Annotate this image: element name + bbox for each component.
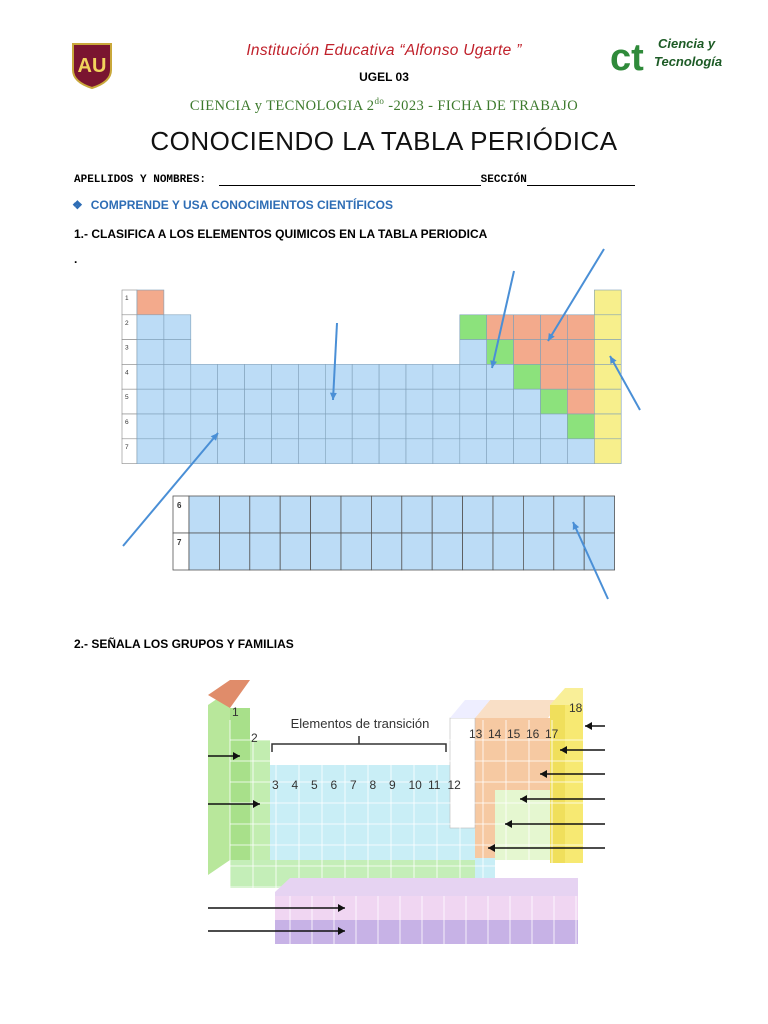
series-element-cell <box>311 496 341 533</box>
element-cell <box>514 364 541 389</box>
group-number-1: 1 <box>232 705 239 719</box>
series-element-cell <box>402 496 432 533</box>
group-number-main: 17 <box>545 727 559 741</box>
element-cell <box>137 414 164 439</box>
ugel-label: UGEL 03 <box>359 70 409 84</box>
element-cell <box>567 340 594 365</box>
element-cell <box>487 389 514 414</box>
group-number-transition: 3 <box>272 778 279 792</box>
period-number-cell <box>122 389 137 414</box>
series-element-cell <box>402 533 432 570</box>
element-cell <box>218 364 245 389</box>
element-cell <box>272 364 299 389</box>
element-cell <box>541 340 568 365</box>
element-cell <box>406 389 433 414</box>
series-element-cell <box>584 496 614 533</box>
series-element-cell <box>432 496 462 533</box>
element-cell <box>567 389 594 414</box>
element-cell <box>514 340 541 365</box>
element-cell <box>352 389 379 414</box>
element-cell <box>514 414 541 439</box>
group-number-transition: 6 <box>330 778 338 792</box>
competence-text: COMPRENDE Y USA CONOCIMIENTOS CIENTÍFICOS <box>90 198 394 212</box>
group-arrow-head <box>585 722 592 730</box>
element-cell <box>541 315 568 340</box>
group18-column <box>565 705 583 863</box>
element-cell <box>191 364 218 389</box>
element-cell <box>514 315 541 340</box>
element-cell <box>567 315 594 340</box>
element-cell <box>325 439 352 464</box>
element-cell <box>406 439 433 464</box>
element-cell <box>352 414 379 439</box>
series-element-cell <box>219 533 249 570</box>
element-cell <box>164 414 191 439</box>
series-element-cell <box>463 533 493 570</box>
element-cell <box>137 439 164 464</box>
element-cell <box>137 290 164 315</box>
series-top <box>275 878 578 896</box>
series-element-cell <box>280 496 310 533</box>
element-cell <box>218 414 245 439</box>
period-number-cell <box>122 364 137 389</box>
period-number: 5 <box>125 394 129 402</box>
period-number-cell <box>122 315 137 340</box>
series-element-cell <box>523 533 553 570</box>
series-element-cell <box>219 496 249 533</box>
group-number-transition: 8 <box>369 778 377 792</box>
element-cell <box>325 414 352 439</box>
question-2: 2.- SEÑALA LOS GRUPOS Y FAMILIAS <box>74 637 294 651</box>
element-cell <box>245 414 272 439</box>
series-element-cell <box>463 496 493 533</box>
period-number-cell <box>122 340 137 365</box>
element-cell <box>325 389 352 414</box>
subtitle-superscript: do <box>374 96 385 106</box>
series-element-cell <box>523 496 553 533</box>
element-cell <box>406 364 433 389</box>
group-number-18: 18 <box>569 701 583 715</box>
group-number-main: 14 <box>488 727 502 741</box>
group-number-transition: 10 <box>408 778 422 792</box>
element-cell <box>164 389 191 414</box>
element-cell <box>137 340 164 365</box>
element-cell <box>487 364 514 389</box>
element-cell <box>460 364 487 389</box>
element-cell <box>298 364 325 389</box>
element-cell <box>541 439 568 464</box>
series-element-cell <box>189 496 219 533</box>
transition-label: Elementos de transición <box>290 716 430 731</box>
group-number-transition: 11 <box>428 778 441 792</box>
element-cell <box>218 389 245 414</box>
element-cell <box>406 414 433 439</box>
element-cell <box>325 364 352 389</box>
periodic-table-groups <box>0 660 768 1000</box>
element-cell <box>379 414 406 439</box>
element-cell <box>379 364 406 389</box>
element-cell <box>137 389 164 414</box>
element-cell <box>594 389 621 414</box>
element-cell <box>137 364 164 389</box>
element-cell <box>379 389 406 414</box>
element-cell <box>460 414 487 439</box>
element-cell <box>460 389 487 414</box>
logo-line1: Ciencia y <box>658 36 716 51</box>
period-number-cell <box>122 439 137 464</box>
series-element-cell <box>341 533 371 570</box>
group-number-2: 2 <box>251 731 258 745</box>
period-number-cell <box>122 414 137 439</box>
stray-dot: . <box>74 252 78 266</box>
page-title: CONOCIENDO LA TABLA PERIÓDICA <box>150 126 618 156</box>
series-element-cell <box>189 533 219 570</box>
actinide-slab <box>275 920 578 944</box>
element-cell <box>191 389 218 414</box>
element-cell <box>433 364 460 389</box>
element-cell <box>514 389 541 414</box>
element-cell <box>433 439 460 464</box>
element-cell <box>164 340 191 365</box>
element-cell <box>594 414 621 439</box>
element-cell <box>514 439 541 464</box>
period-number-cell <box>122 290 137 315</box>
series-number: 7 <box>177 538 182 547</box>
group-number-transition: 12 <box>447 778 461 792</box>
series-element-cell <box>493 533 523 570</box>
question-1: 1.- CLASIFICA A LOS ELEMENTOS QUIMICOS EN LA TABLA PERIODICA <box>74 227 488 241</box>
series-element-cell <box>493 496 523 533</box>
element-cell <box>487 439 514 464</box>
group-number-main: 15 <box>507 727 521 741</box>
element-cell <box>298 439 325 464</box>
group-number-transition: 9 <box>389 778 396 792</box>
element-cell <box>541 364 568 389</box>
series-element-cell <box>371 496 401 533</box>
element-cell <box>487 414 514 439</box>
section-label: SECCIÓN <box>480 174 527 186</box>
subtitle-main: CIENCIA y TECNOLOGIA 2 <box>189 97 375 114</box>
series-element-cell <box>250 533 280 570</box>
period-number: 4 <box>125 369 129 377</box>
element-cell <box>433 389 460 414</box>
element-cell <box>272 439 299 464</box>
element-cell <box>352 364 379 389</box>
element-cell <box>298 389 325 414</box>
element-cell <box>567 364 594 389</box>
element-cell <box>594 340 621 365</box>
period-number: 6 <box>125 419 129 426</box>
group-number-main: 16 <box>526 727 540 741</box>
institution-name: Institución Educativa “Alfonso Ugarte ” <box>246 42 522 59</box>
element-cell <box>594 290 621 315</box>
element-cell <box>272 389 299 414</box>
period-number: 3 <box>125 344 129 352</box>
element-cell <box>460 315 487 340</box>
element-cell <box>218 439 245 464</box>
element-cell <box>594 439 621 464</box>
element-cell <box>541 414 568 439</box>
group1-side <box>208 690 230 875</box>
series-element-cell <box>250 496 280 533</box>
subtitle-year: -2023 - FICHA DE TRABAJO <box>384 97 579 114</box>
metalloid-strip <box>495 790 550 860</box>
group-number-transition: 7 <box>350 778 357 792</box>
element-cell <box>594 315 621 340</box>
period-number: 2 <box>125 319 129 327</box>
series-element-cell <box>584 533 614 570</box>
logo-line2: Tecnología <box>654 54 723 69</box>
element-cell <box>164 364 191 389</box>
element-cell <box>272 414 299 439</box>
element-cell <box>245 364 272 389</box>
series-element-cell <box>280 533 310 570</box>
element-cell <box>352 439 379 464</box>
diamond-bullet-icon: ❖ <box>72 198 83 212</box>
element-cell <box>137 315 164 340</box>
period-number: 7 <box>125 443 129 451</box>
element-cell <box>460 340 487 365</box>
logo-mark: ct <box>610 37 644 79</box>
transition-brace <box>272 736 446 752</box>
element-cell <box>245 389 272 414</box>
element-cell <box>567 414 594 439</box>
group-number-main: 13 <box>469 727 483 741</box>
series-element-cell <box>432 533 462 570</box>
group-number-transition: 5 <box>311 778 318 792</box>
element-cell <box>541 389 568 414</box>
element-cell <box>567 439 594 464</box>
series-element-cell <box>554 496 584 533</box>
series-number: 6 <box>177 501 182 510</box>
period-number: 1 <box>125 295 129 302</box>
logo-text: AU <box>77 55 107 77</box>
element-cell <box>433 414 460 439</box>
element-cell <box>379 439 406 464</box>
nonmetal-top <box>475 700 562 718</box>
element-cell <box>460 439 487 464</box>
series-element-cell <box>341 496 371 533</box>
series-element-cell <box>311 533 341 570</box>
element-cell <box>164 315 191 340</box>
element-cell <box>245 439 272 464</box>
names-label: APELLIDOS Y NOMBRES: <box>74 174 207 186</box>
group-number-transition: 4 <box>291 778 299 792</box>
element-cell <box>298 414 325 439</box>
element-cell <box>164 439 191 464</box>
series-element-cell <box>371 533 401 570</box>
